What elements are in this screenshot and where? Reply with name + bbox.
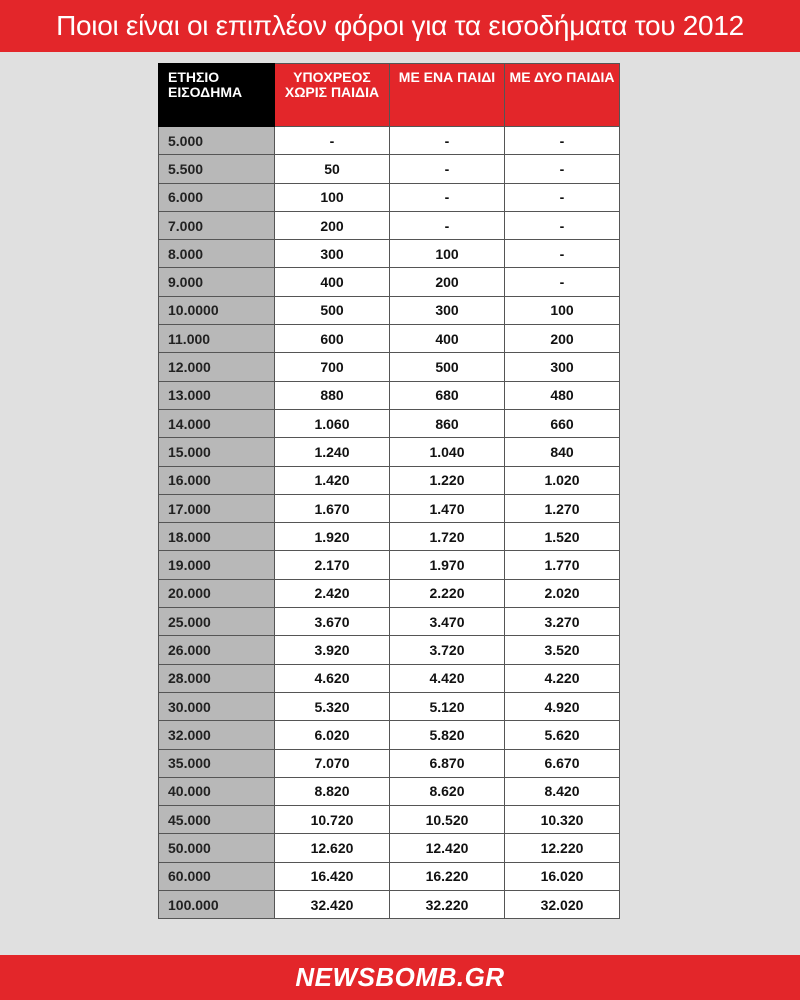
one-child-cell: 100 bbox=[390, 240, 505, 268]
table-row bbox=[159, 353, 620, 381]
table-row bbox=[159, 664, 620, 692]
no-children-cell: 3.670 bbox=[275, 608, 390, 636]
two-children-cell: 200 bbox=[505, 325, 620, 353]
no-children-cell: 12.620 bbox=[275, 834, 390, 862]
two-children-cell: 480 bbox=[505, 381, 620, 409]
two-children-cell: 2.020 bbox=[505, 579, 620, 607]
two-children-cell: 1.770 bbox=[505, 551, 620, 579]
one-child-cell: 860 bbox=[390, 409, 505, 437]
one-child-cell: 680 bbox=[390, 381, 505, 409]
income-cell: 60.000 bbox=[159, 862, 275, 890]
no-children-cell: 880 bbox=[275, 381, 390, 409]
table-row bbox=[159, 834, 620, 862]
no-children-cell: 32.420 bbox=[275, 891, 390, 919]
table-row bbox=[159, 523, 620, 551]
one-child-cell: 3.720 bbox=[390, 636, 505, 664]
no-children-cell: 1.670 bbox=[275, 494, 390, 522]
two-children-cell: 5.620 bbox=[505, 721, 620, 749]
page-header bbox=[0, 0, 800, 52]
two-children-cell: 1.270 bbox=[505, 494, 620, 522]
one-child-cell: 400 bbox=[390, 325, 505, 353]
header-annual-income: ΕΤΗΣΙΟ ΕΙΣΟΔΗΜΑ bbox=[159, 64, 275, 127]
one-child-cell: 16.220 bbox=[390, 862, 505, 890]
table-row bbox=[159, 749, 620, 777]
one-child-cell: 12.420 bbox=[390, 834, 505, 862]
two-children-cell: 840 bbox=[505, 438, 620, 466]
no-children-cell: 1.060 bbox=[275, 409, 390, 437]
two-children-cell: 3.270 bbox=[505, 608, 620, 636]
income-cell: 14.000 bbox=[159, 409, 275, 437]
table-row bbox=[159, 381, 620, 409]
table-row bbox=[159, 806, 620, 834]
two-children-cell: 4.920 bbox=[505, 692, 620, 720]
one-child-cell: 300 bbox=[390, 296, 505, 324]
income-cell: 18.000 bbox=[159, 523, 275, 551]
income-cell: 5.500 bbox=[159, 155, 275, 183]
table-row bbox=[159, 268, 620, 296]
one-child-cell: 1.970 bbox=[390, 551, 505, 579]
header-no-children: ΥΠΟΧΡΕΟΣ ΧΩΡΙΣ ΠΑΙΔΙΑ bbox=[275, 64, 390, 127]
one-child-cell: 5.120 bbox=[390, 692, 505, 720]
two-children-cell: 6.670 bbox=[505, 749, 620, 777]
two-children-cell: 1.520 bbox=[505, 523, 620, 551]
one-child-cell: 1.720 bbox=[390, 523, 505, 551]
income-cell: 12.000 bbox=[159, 353, 275, 381]
one-child-cell: 5.820 bbox=[390, 721, 505, 749]
one-child-cell: 200 bbox=[390, 268, 505, 296]
one-child-cell: 6.870 bbox=[390, 749, 505, 777]
one-child-cell: 10.520 bbox=[390, 806, 505, 834]
income-cell: 35.000 bbox=[159, 749, 275, 777]
two-children-cell: 1.020 bbox=[505, 466, 620, 494]
tax-table-container bbox=[158, 63, 619, 919]
income-cell: 6.000 bbox=[159, 183, 275, 211]
one-child-cell: - bbox=[390, 211, 505, 239]
table-row bbox=[159, 211, 620, 239]
no-children-cell: 4.620 bbox=[275, 664, 390, 692]
table-row bbox=[159, 183, 620, 211]
two-children-cell: - bbox=[505, 240, 620, 268]
newsbomb-logo: NEWSBOMB.GR bbox=[295, 962, 505, 992]
page-footer bbox=[0, 955, 800, 1000]
table-row bbox=[159, 494, 620, 522]
one-child-cell: 3.470 bbox=[390, 608, 505, 636]
income-cell: 10.0000 bbox=[159, 296, 275, 324]
table-row bbox=[159, 466, 620, 494]
one-child-cell: - bbox=[390, 155, 505, 183]
no-children-cell: 2.420 bbox=[275, 579, 390, 607]
two-children-cell: - bbox=[505, 127, 620, 155]
income-cell: 19.000 bbox=[159, 551, 275, 579]
income-cell: 11.000 bbox=[159, 325, 275, 353]
table-row bbox=[159, 155, 620, 183]
income-cell: 40.000 bbox=[159, 777, 275, 805]
no-children-cell: 3.920 bbox=[275, 636, 390, 664]
income-cell: 26.000 bbox=[159, 636, 275, 664]
two-children-cell: - bbox=[505, 183, 620, 211]
two-children-cell: 100 bbox=[505, 296, 620, 324]
table-body bbox=[159, 127, 620, 919]
table-row bbox=[159, 636, 620, 664]
no-children-cell: 700 bbox=[275, 353, 390, 381]
income-cell: 20.000 bbox=[159, 579, 275, 607]
table-row bbox=[159, 579, 620, 607]
table-row bbox=[159, 862, 620, 890]
income-cell: 45.000 bbox=[159, 806, 275, 834]
two-children-cell: 32.020 bbox=[505, 891, 620, 919]
income-cell: 8.000 bbox=[159, 240, 275, 268]
income-cell: 50.000 bbox=[159, 834, 275, 862]
two-children-cell: 4.220 bbox=[505, 664, 620, 692]
no-children-cell: 1.420 bbox=[275, 466, 390, 494]
header-one-child: ΜΕ ΕΝΑ ΠΑΙΔΙ bbox=[390, 64, 505, 127]
income-cell: 13.000 bbox=[159, 381, 275, 409]
no-children-cell: 200 bbox=[275, 211, 390, 239]
no-children-cell: 6.020 bbox=[275, 721, 390, 749]
no-children-cell: 5.320 bbox=[275, 692, 390, 720]
no-children-cell: 300 bbox=[275, 240, 390, 268]
table-row bbox=[159, 608, 620, 636]
one-child-cell: 1.470 bbox=[390, 494, 505, 522]
tax-table bbox=[158, 63, 620, 919]
no-children-cell: 600 bbox=[275, 325, 390, 353]
one-child-cell: 4.420 bbox=[390, 664, 505, 692]
income-cell: 28.000 bbox=[159, 664, 275, 692]
two-children-cell: 16.020 bbox=[505, 862, 620, 890]
table-row bbox=[159, 721, 620, 749]
table-row bbox=[159, 891, 620, 919]
one-child-cell: 1.040 bbox=[390, 438, 505, 466]
two-children-cell: 660 bbox=[505, 409, 620, 437]
no-children-cell: 10.720 bbox=[275, 806, 390, 834]
income-cell: 25.000 bbox=[159, 608, 275, 636]
one-child-cell: 8.620 bbox=[390, 777, 505, 805]
income-cell: 17.000 bbox=[159, 494, 275, 522]
table-row bbox=[159, 127, 620, 155]
one-child-cell: 1.220 bbox=[390, 466, 505, 494]
one-child-cell: - bbox=[390, 127, 505, 155]
table-row bbox=[159, 438, 620, 466]
no-children-cell: 100 bbox=[275, 183, 390, 211]
table-row bbox=[159, 296, 620, 324]
income-cell: 32.000 bbox=[159, 721, 275, 749]
header-two-children: ΜΕ ΔΥΟ ΠΑΙΔΙΑ bbox=[505, 64, 620, 127]
no-children-cell: 7.070 bbox=[275, 749, 390, 777]
no-children-cell: 1.920 bbox=[275, 523, 390, 551]
income-cell: 30.000 bbox=[159, 692, 275, 720]
no-children-cell: 16.420 bbox=[275, 862, 390, 890]
two-children-cell: 10.320 bbox=[505, 806, 620, 834]
table-row bbox=[159, 240, 620, 268]
one-child-cell: 2.220 bbox=[390, 579, 505, 607]
income-cell: 15.000 bbox=[159, 438, 275, 466]
no-children-cell: 8.820 bbox=[275, 777, 390, 805]
table-row bbox=[159, 325, 620, 353]
no-children-cell: - bbox=[275, 127, 390, 155]
no-children-cell: 500 bbox=[275, 296, 390, 324]
no-children-cell: 50 bbox=[275, 155, 390, 183]
income-cell: 5.000 bbox=[159, 127, 275, 155]
table-header-row bbox=[159, 64, 620, 127]
no-children-cell: 400 bbox=[275, 268, 390, 296]
two-children-cell: - bbox=[505, 211, 620, 239]
income-cell: 9.000 bbox=[159, 268, 275, 296]
table-row bbox=[159, 692, 620, 720]
table-row bbox=[159, 551, 620, 579]
two-children-cell: 3.520 bbox=[505, 636, 620, 664]
one-child-cell: 500 bbox=[390, 353, 505, 381]
page-title: Ποιοι είναι οι επιπλέον φόροι για τα εισοδήματα του 2012 bbox=[56, 10, 744, 41]
one-child-cell: 32.220 bbox=[390, 891, 505, 919]
no-children-cell: 2.170 bbox=[275, 551, 390, 579]
two-children-cell: 300 bbox=[505, 353, 620, 381]
table-row bbox=[159, 777, 620, 805]
two-children-cell: - bbox=[505, 155, 620, 183]
two-children-cell: - bbox=[505, 268, 620, 296]
income-cell: 100.000 bbox=[159, 891, 275, 919]
income-cell: 16.000 bbox=[159, 466, 275, 494]
two-children-cell: 12.220 bbox=[505, 834, 620, 862]
no-children-cell: 1.240 bbox=[275, 438, 390, 466]
one-child-cell: - bbox=[390, 183, 505, 211]
income-cell: 7.000 bbox=[159, 211, 275, 239]
table-row bbox=[159, 409, 620, 437]
two-children-cell: 8.420 bbox=[505, 777, 620, 805]
